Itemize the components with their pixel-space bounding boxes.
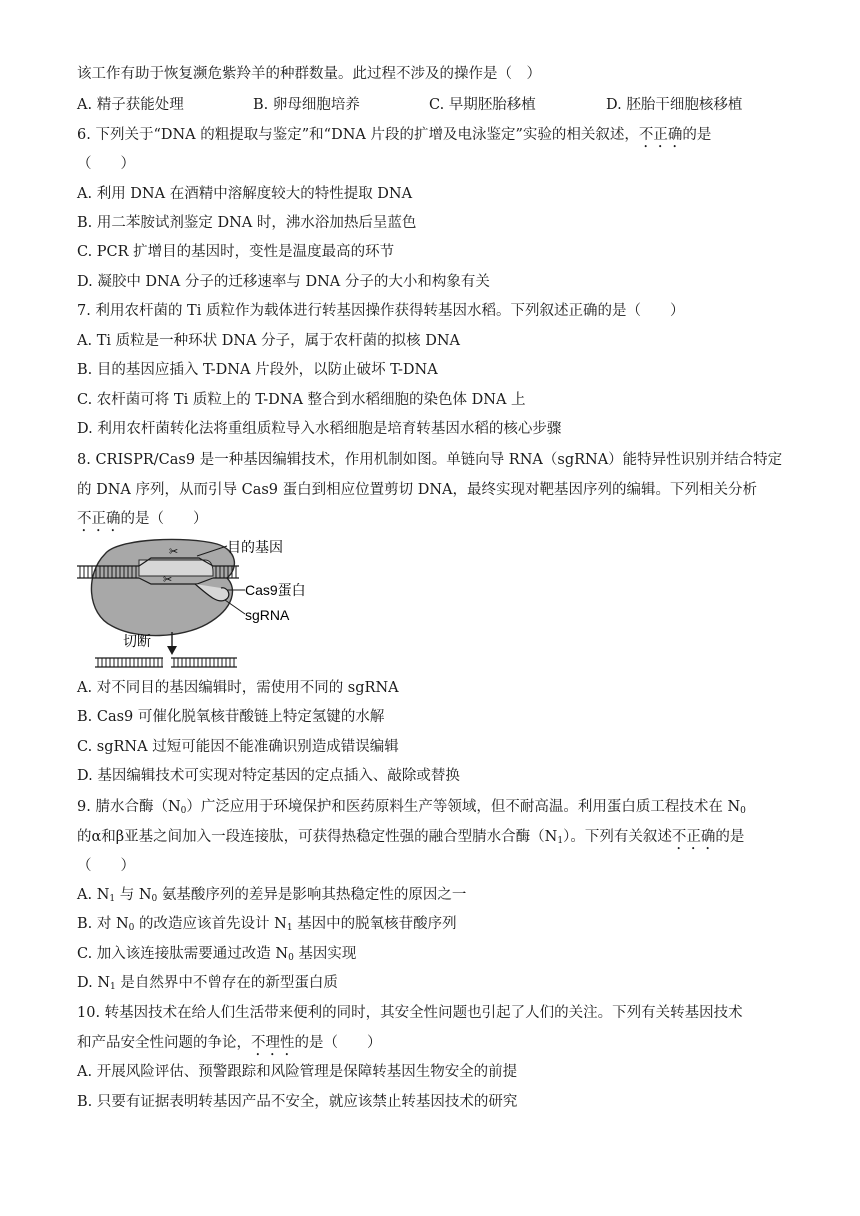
- q6-stem: 6. 下列关于“DNA 的粗提取与鉴定”和“DNA 片段的扩增及电泳鉴定”实验的相关叙述，不正确的是: [77, 127, 712, 143]
- q5-option-a[interactable]: A. 精子获能处理: [77, 97, 184, 113]
- emphasis-text: 不正确: [638, 127, 683, 143]
- crispr-cas9-figure: [77, 534, 317, 674]
- q8-stem-line1: 8. CRISPR/Cas9 是一种基因编辑技术，作用机制如图。单链向导 RNA（sgRNA）能特异性识别并结合特定: [77, 452, 783, 468]
- q9-option-d[interactable]: D. $N_1$ 是自然界中不曾存在的新型蛋白质: [77, 975, 338, 992]
- q8-option-b[interactable]: B. Cas9 可催化脱氧核苷酸链上特定氢键的水解: [77, 709, 385, 725]
- q9-stem-line2: 的α和β亚基之间加入一段连接肽，可获得热稳定性强的融合型腈水合酶$(N_1)$。下列有关叙述不正确的是: [77, 829, 745, 846]
- q7-option-c[interactable]: C. 农杆菌可将 Ti 质粒上的 T-DNA 整合到水稻细胞的染色体 DNA 上: [77, 392, 526, 408]
- scissors-icon: ✂: [169, 545, 179, 558]
- label-target-gene: 目的基因: [227, 539, 283, 555]
- q7-stem: 7. 利用农杆菌的 Ti 质粒作为载体进行转基因操作获得转基因水稻。下列叙述正确的是（ ）: [77, 303, 685, 319]
- q8-option-d[interactable]: D. 基因编辑技术可实现对特定基因的定点插入、敲除或替换: [77, 768, 460, 784]
- label-cut: 切断: [123, 633, 151, 649]
- scissors-icon: ✂: [163, 573, 173, 586]
- q9-paren: （ ）: [77, 858, 135, 874]
- q7-option-a[interactable]: A. Ti 质粒是一种环状 DNA 分子，属于农杆菌的拟核 DNA: [77, 333, 461, 349]
- emphasis-text: 不理性: [251, 1035, 295, 1051]
- q8-option-c[interactable]: C. sgRNA 过短可能因不能准确识别造成错误编辑: [77, 739, 399, 755]
- arrow-head-icon: [167, 646, 177, 655]
- q9-option-b[interactable]: B. 对 $N_0$ 的改造应该首先设计 $N_1$ 基因中的脱氧核苷酸序列: [77, 916, 457, 933]
- q6-option-b[interactable]: B. 用二苯胺试剂鉴定 DNA 时，沸水浴加热后呈蓝色: [77, 215, 417, 231]
- q5-option-c[interactable]: C. 早期胚胎移植: [429, 97, 536, 113]
- q6-paren: （ ）: [77, 156, 135, 172]
- crispr-diagram: [77, 534, 317, 674]
- q5-option-b[interactable]: B. 卵母细胞培养: [253, 97, 360, 113]
- q6-option-c[interactable]: C. PCR 扩增目的基因时，变性是温度最高的环节: [77, 244, 395, 260]
- q10-stem-line2: 和产品安全性问题的争论，不理性的是（ ）: [77, 1035, 382, 1051]
- emphasis-text: 不正确: [77, 511, 121, 527]
- q7-option-d[interactable]: D. 利用农杆菌转化法将重组质粒导入水稻细胞是培育转基因水稻的核心步骤: [77, 421, 562, 437]
- q10-option-b[interactable]: B. 只要有证据表明转基因产品不安全，就应该禁止转基因技术的研究: [77, 1094, 518, 1110]
- q8-option-a[interactable]: A. 对不同目的基因编辑时，需使用不同的 sgRNA: [77, 680, 399, 696]
- label-sgrna: sgRNA: [245, 607, 290, 623]
- q6-option-d[interactable]: D. 凝胶中 DNA 分子的迁移速率与 DNA 分子的大小和构象有关: [77, 274, 490, 290]
- q9-stem-line1: 9. 腈水合酶$(N_0)$广泛应用于环境保护和医药原料生产等领域，但不耐高温。利用蛋白质工程技术在 $N_0$: [77, 799, 746, 816]
- leader-line-sgrna: [225, 600, 245, 614]
- q8-stem-line3: 不正确的是（ ）: [77, 511, 208, 527]
- q10-stem-line1: 10. 转基因技术在给人们生活带来便利的同时，其安全性问题也引起了人们的关注。下列有关转基因技术: [77, 1005, 743, 1021]
- emphasis-text: 不正确: [671, 829, 716, 845]
- q6-option-a[interactable]: A. 利用 DNA 在酒精中溶解度较大的特性提取 DNA: [77, 186, 413, 202]
- cut-dna-left: [95, 658, 163, 667]
- q10-option-a[interactable]: A. 开展风险评估、预警跟踪和风险管理是保障转基因生物安全的前提: [77, 1064, 518, 1080]
- q5-stem: 该工作有助于恢复濒危紫羚羊的种群数量。此过程不涉及的操作是（ ）: [77, 66, 541, 82]
- q5-option-d[interactable]: D. 胚胎干细胞核移植: [606, 97, 743, 113]
- cut-dna-right: [171, 658, 237, 667]
- q9-option-a[interactable]: A. $N_1$ 与 $N_0$ 氨基酸序列的差异是影响其热稳定性的原因之一: [77, 887, 467, 904]
- q8-stem-line2: 的 DNA 序列，从而引导 Cas9 蛋白到相应位置剪切 DNA，最终实现对靶基因序列的编辑。下列相关分析: [77, 482, 758, 498]
- q9-option-c[interactable]: C. 加入该连接肽需要通过改造 $N_0$ 基因实现: [77, 946, 357, 963]
- label-cas9: Cas9蛋白: [245, 582, 306, 598]
- q7-option-b[interactable]: B. 目的基因应插入 T-DNA 片段外，以防止破坏 T-DNA: [77, 362, 438, 378]
- sgrna-pocket: [139, 560, 213, 576]
- cut-dna-rungs: [98, 658, 234, 667]
